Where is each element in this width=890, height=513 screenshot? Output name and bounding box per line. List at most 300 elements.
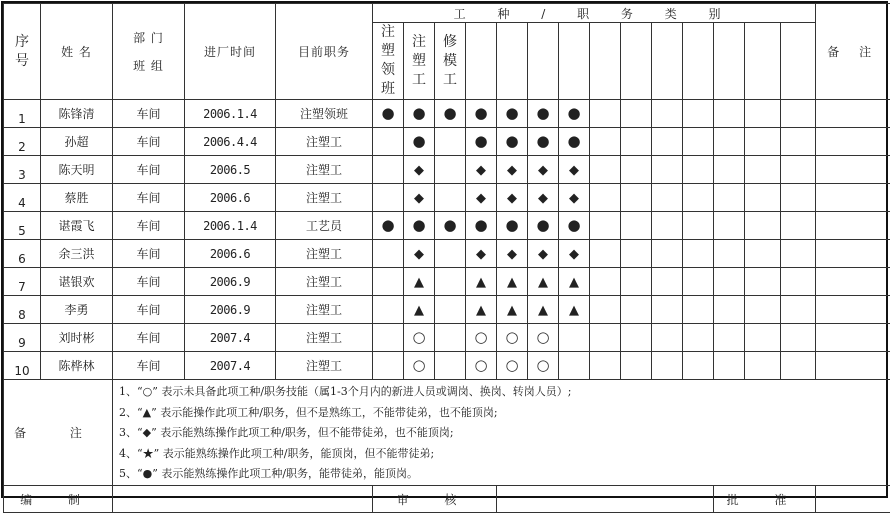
triangle-icon: ▲ — [414, 303, 424, 318]
compiled-value-field[interactable] — [113, 486, 373, 513]
skill-cell — [373, 296, 404, 324]
row-seq: 6 — [4, 240, 41, 268]
skill-cell — [373, 156, 404, 184]
header-position: 目前职务 — [276, 4, 373, 100]
row-join-date: 2006.1.4 — [185, 100, 276, 128]
diamond-icon: ◆ — [507, 191, 517, 206]
header-jobtype-9 — [652, 23, 683, 100]
header-jobtype-0 — [373, 23, 404, 100]
row-remark — [816, 156, 890, 184]
row-seq: 4 — [4, 184, 41, 212]
row-dept: 车间 — [113, 352, 185, 380]
diamond-icon: ◆ — [414, 247, 424, 262]
hollow-circle-icon: ○ — [474, 356, 487, 374]
skill-cell — [497, 156, 528, 184]
header-jobtype-13 — [781, 23, 816, 100]
skill-cell — [621, 100, 652, 128]
table-row — [4, 184, 890, 212]
row-dept: 车间 — [113, 268, 185, 296]
skill-cell — [652, 156, 683, 184]
skill-cell — [559, 268, 590, 296]
hollow-circle-icon: ○ — [505, 356, 518, 374]
skill-cell — [373, 352, 404, 380]
header-name: 姓 名 — [41, 4, 113, 100]
legend-line: 2、“▲” 表示能操作此项工种/职务，但不是熟练工，不能带徒弟，也不能顶岗; — [119, 403, 890, 424]
row-seq: 3 — [4, 156, 41, 184]
header-jobtype-4 — [497, 23, 528, 100]
skill-cell — [621, 184, 652, 212]
row-seq: 8 — [4, 296, 41, 324]
skill-cell — [745, 296, 781, 324]
diamond-icon: ◆ — [476, 247, 486, 262]
header-category-title: 工 种 / 职 务 类 别 — [373, 4, 816, 23]
triangle-icon: ▲ — [569, 275, 579, 290]
filled-circle-icon: ● — [567, 104, 580, 122]
skill-cell — [745, 100, 781, 128]
header-remarks: 备 注 — [816, 4, 890, 100]
filled-circle-icon: ● — [412, 216, 425, 234]
header-dept: 部 门 班 组 — [113, 4, 185, 100]
table-row — [4, 156, 890, 184]
skill-cell — [652, 184, 683, 212]
row-dept: 车间 — [113, 184, 185, 212]
table-row — [4, 240, 890, 268]
header-join-date: 进厂时间 — [185, 4, 276, 100]
table-row — [4, 296, 890, 324]
filled-circle-icon: ● — [474, 216, 487, 234]
skill-cell — [683, 268, 714, 296]
skill-cell — [781, 352, 816, 380]
skill-cell — [497, 296, 528, 324]
skill-cell — [373, 240, 404, 268]
row-remark — [816, 184, 890, 212]
skill-cell — [528, 296, 559, 324]
triangle-icon: ▲ — [538, 303, 548, 318]
header-jobtype-5 — [528, 23, 559, 100]
skill-cell — [590, 156, 621, 184]
hollow-circle-icon: ○ — [536, 356, 549, 374]
skill-cell — [714, 352, 745, 380]
row-join-date: 2006.1.4 — [185, 212, 276, 240]
skill-cell — [714, 296, 745, 324]
hollow-circle-icon: ○ — [474, 328, 487, 346]
row-remark — [816, 268, 890, 296]
skill-cell — [466, 156, 497, 184]
row-dept: 车间 — [113, 156, 185, 184]
skill-cell — [683, 240, 714, 268]
legend-line: 4、“★” 表示能熟练操作此项工种/职务，能顶岗，但不能带徒弟; — [119, 444, 890, 465]
skill-cell — [652, 212, 683, 240]
skill-cell — [559, 100, 590, 128]
row-position: 注塑工 — [276, 128, 373, 156]
row-remark — [816, 296, 890, 324]
skill-cell — [714, 128, 745, 156]
row-name: 谌霞飞 — [41, 212, 113, 240]
skill-cell — [781, 100, 816, 128]
skill-cell — [683, 128, 714, 156]
skill-cell — [559, 240, 590, 268]
filled-circle-icon: ● — [536, 132, 549, 150]
skill-cell — [528, 268, 559, 296]
skill-cell — [528, 156, 559, 184]
skill-cell — [590, 184, 621, 212]
legend-line: 5、“●” 表示能熟练操作此项工种/职务，能带徒弟，能顶岗。 — [119, 464, 890, 485]
row-dept: 车间 — [113, 100, 185, 128]
header-seq: 序号 — [4, 4, 41, 100]
skill-cell — [466, 212, 497, 240]
skill-cell — [497, 324, 528, 352]
skill-cell — [435, 100, 466, 128]
skill-cell — [683, 324, 714, 352]
skill-cell — [781, 156, 816, 184]
skill-cell — [652, 268, 683, 296]
skill-cell — [781, 184, 816, 212]
skill-cell — [466, 184, 497, 212]
diamond-icon: ◆ — [569, 247, 579, 262]
hollow-circle-icon: ○ — [505, 328, 518, 346]
reviewed-value-field[interactable] — [497, 486, 714, 513]
skill-cell — [559, 324, 590, 352]
skill-cell — [652, 296, 683, 324]
skill-cell — [435, 324, 466, 352]
diamond-icon: ◆ — [569, 191, 579, 206]
row-name: 陈桦林 — [41, 352, 113, 380]
skill-cell — [745, 128, 781, 156]
skill-cell — [652, 100, 683, 128]
skill-cell — [404, 128, 435, 156]
diamond-icon: ◆ — [507, 163, 517, 178]
skill-cell — [683, 184, 714, 212]
row-name: 刘时彬 — [41, 324, 113, 352]
skill-cell — [528, 128, 559, 156]
diamond-icon: ◆ — [476, 191, 486, 206]
notes-legend — [113, 380, 890, 486]
diamond-icon: ◆ — [507, 247, 517, 262]
triangle-icon: ▲ — [507, 303, 517, 318]
filled-circle-icon: ● — [505, 104, 518, 122]
jobtype-label: 注塑领班 — [381, 23, 395, 99]
table-row — [4, 324, 890, 352]
skill-cell — [435, 352, 466, 380]
header-jobtype-2 — [435, 23, 466, 100]
skill-cell — [435, 240, 466, 268]
row-remark — [816, 352, 890, 380]
diamond-icon: ◆ — [414, 191, 424, 206]
skill-cell — [714, 212, 745, 240]
filled-circle-icon: ● — [412, 132, 425, 150]
row-seq: 1 — [4, 100, 41, 128]
skill-cell — [683, 156, 714, 184]
skill-cell — [590, 296, 621, 324]
skill-cell — [745, 240, 781, 268]
triangle-icon: ▲ — [538, 275, 548, 290]
header-jobtype-11 — [714, 23, 745, 100]
row-remark — [816, 100, 890, 128]
skill-cell — [404, 184, 435, 212]
filled-circle-icon: ● — [381, 216, 394, 234]
reviewed-label: 审 核 — [373, 486, 497, 513]
row-position: 注塑工 — [276, 352, 373, 380]
skill-cell — [497, 128, 528, 156]
table-row — [4, 268, 890, 296]
skill-cell — [559, 296, 590, 324]
skill-cell — [373, 100, 404, 128]
skill-cell — [781, 324, 816, 352]
legend-line: 1、“○” 表示未具备此项工种/职务技能（属1-3个月内的新进人员或调岗、换岗、转岗人员）; — [119, 382, 890, 403]
skill-cell — [621, 212, 652, 240]
row-position: 注塑工 — [276, 240, 373, 268]
row-join-date: 2007.4 — [185, 352, 276, 380]
filled-circle-icon: ● — [536, 104, 549, 122]
row-remark — [816, 324, 890, 352]
skill-cell — [683, 296, 714, 324]
skill-cell — [559, 156, 590, 184]
diamond-icon: ◆ — [569, 163, 579, 178]
skill-cell — [373, 212, 404, 240]
skill-cell — [590, 128, 621, 156]
skill-cell — [745, 212, 781, 240]
skill-cell — [745, 156, 781, 184]
row-join-date: 2006.9 — [185, 268, 276, 296]
row-position: 注塑领班 — [276, 100, 373, 128]
skill-cell — [435, 156, 466, 184]
approved-value-field[interactable] — [816, 486, 890, 513]
skill-cell — [781, 296, 816, 324]
skill-cell — [745, 268, 781, 296]
skill-cell — [497, 240, 528, 268]
skill-cell — [404, 324, 435, 352]
skill-cell — [621, 268, 652, 296]
row-name: 李勇 — [41, 296, 113, 324]
skill-cell — [590, 352, 621, 380]
row-seq: 9 — [4, 324, 41, 352]
table-row — [4, 212, 890, 240]
header-jobtype-7 — [590, 23, 621, 100]
skill-cell — [590, 268, 621, 296]
filled-circle-icon: ● — [505, 216, 518, 234]
skill-cell — [435, 212, 466, 240]
skill-cell — [559, 128, 590, 156]
skill-cell — [652, 240, 683, 268]
jobtype-label: 修模工 — [443, 33, 457, 90]
skill-cell — [497, 352, 528, 380]
skill-cell — [559, 352, 590, 380]
skill-cell — [559, 184, 590, 212]
skill-cell — [781, 212, 816, 240]
row-name: 孙超 — [41, 128, 113, 156]
header-jobtype-6 — [559, 23, 590, 100]
filled-circle-icon: ● — [443, 216, 456, 234]
hollow-circle-icon: ○ — [412, 328, 425, 346]
row-join-date: 2006.6 — [185, 184, 276, 212]
row-dept: 车间 — [113, 324, 185, 352]
diamond-icon: ◆ — [538, 247, 548, 262]
skill-cell — [621, 296, 652, 324]
skill-cell — [528, 324, 559, 352]
skill-cell — [404, 296, 435, 324]
table-row — [4, 100, 890, 128]
skill-cell — [714, 156, 745, 184]
row-remark — [816, 128, 890, 156]
skill-cell — [652, 352, 683, 380]
row-seq: 5 — [4, 212, 41, 240]
skill-cell — [528, 240, 559, 268]
row-name: 蔡胜 — [41, 184, 113, 212]
hollow-circle-icon: ○ — [536, 328, 549, 346]
triangle-icon: ▲ — [569, 303, 579, 318]
filled-circle-icon: ● — [443, 104, 456, 122]
skill-cell — [435, 184, 466, 212]
filled-circle-icon: ● — [567, 216, 580, 234]
header-jobtype-8 — [621, 23, 652, 100]
skill-cell — [683, 352, 714, 380]
header-jobtype-12 — [745, 23, 781, 100]
diamond-icon: ◆ — [476, 163, 486, 178]
skill-cell — [373, 268, 404, 296]
skill-matrix-table — [3, 3, 890, 513]
diamond-icon: ◆ — [538, 191, 548, 206]
row-join-date: 2007.4 — [185, 324, 276, 352]
skill-cell — [621, 156, 652, 184]
skill-cell — [714, 240, 745, 268]
hollow-circle-icon: ○ — [412, 356, 425, 374]
row-position: 注塑工 — [276, 324, 373, 352]
row-remark — [816, 240, 890, 268]
filled-circle-icon: ● — [412, 104, 425, 122]
row-seq: 2 — [4, 128, 41, 156]
row-join-date: 2006.5 — [185, 156, 276, 184]
skill-cell — [745, 184, 781, 212]
skill-cell — [528, 100, 559, 128]
skill-cell — [590, 240, 621, 268]
filled-circle-icon: ● — [381, 104, 394, 122]
row-remark — [816, 212, 890, 240]
triangle-icon: ▲ — [507, 275, 517, 290]
triangle-icon: ▲ — [476, 275, 486, 290]
skill-cell — [497, 212, 528, 240]
header-jobtype-3 — [466, 23, 497, 100]
skill-cell — [745, 352, 781, 380]
diamond-icon: ◆ — [414, 163, 424, 178]
row-dept: 车间 — [113, 212, 185, 240]
table-row — [4, 352, 890, 380]
skill-cell — [781, 128, 816, 156]
skill-cell — [528, 184, 559, 212]
skill-cell — [466, 240, 497, 268]
row-name: 余三洪 — [41, 240, 113, 268]
row-position: 注塑工 — [276, 268, 373, 296]
skill-cell — [652, 324, 683, 352]
skill-cell — [373, 324, 404, 352]
filled-circle-icon: ● — [474, 132, 487, 150]
header-jobtype-10 — [683, 23, 714, 100]
skill-cell — [435, 268, 466, 296]
skill-cell — [683, 212, 714, 240]
row-position: 工艺员 — [276, 212, 373, 240]
row-seq: 10 — [4, 352, 41, 380]
row-name: 陈锋清 — [41, 100, 113, 128]
skill-cell — [404, 212, 435, 240]
header-jobtype-1 — [404, 23, 435, 100]
skill-cell — [714, 100, 745, 128]
skill-cell — [528, 212, 559, 240]
skill-cell — [404, 240, 435, 268]
skill-cell — [373, 184, 404, 212]
filled-circle-icon: ● — [567, 132, 580, 150]
skill-matrix-sheet — [1, 1, 888, 498]
skill-cell — [466, 296, 497, 324]
row-join-date: 2006.4.4 — [185, 128, 276, 156]
skill-cell — [466, 352, 497, 380]
skill-cell — [435, 296, 466, 324]
skill-cell — [466, 100, 497, 128]
skill-cell — [466, 268, 497, 296]
skill-cell — [590, 212, 621, 240]
skill-cell — [497, 100, 528, 128]
skill-cell — [652, 128, 683, 156]
skill-cell — [714, 268, 745, 296]
skill-cell — [404, 268, 435, 296]
notes-label: 备 注 — [4, 380, 113, 486]
table-row — [4, 128, 890, 156]
skill-cell — [590, 324, 621, 352]
jobtype-label: 注塑工 — [412, 33, 426, 90]
row-position: 注塑工 — [276, 156, 373, 184]
legend-line: 3、“◆” 表示能熟练操作此项工种/职务，但不能带徒弟，也不能顶岗; — [119, 423, 890, 444]
skill-cell — [621, 324, 652, 352]
skill-cell — [559, 212, 590, 240]
compiled-label: 编 制 — [4, 486, 113, 513]
filled-circle-icon: ● — [536, 216, 549, 234]
skill-cell — [781, 268, 816, 296]
skill-cell — [621, 352, 652, 380]
row-position: 注塑工 — [276, 184, 373, 212]
row-position: 注塑工 — [276, 296, 373, 324]
skill-cell — [745, 324, 781, 352]
filled-circle-icon: ● — [505, 132, 518, 150]
skill-cell — [621, 240, 652, 268]
skill-cell — [497, 184, 528, 212]
skill-cell — [435, 128, 466, 156]
row-seq: 7 — [4, 268, 41, 296]
skill-cell — [373, 128, 404, 156]
row-dept: 车间 — [113, 296, 185, 324]
row-name: 谌银欢 — [41, 268, 113, 296]
triangle-icon: ▲ — [476, 303, 486, 318]
filled-circle-icon: ● — [474, 104, 487, 122]
skill-cell — [621, 128, 652, 156]
approved-label: 批 准 — [714, 486, 816, 513]
skill-cell — [590, 100, 621, 128]
skill-cell — [714, 324, 745, 352]
row-join-date: 2006.9 — [185, 296, 276, 324]
skill-cell — [683, 100, 714, 128]
skill-cell — [714, 184, 745, 212]
skill-cell — [781, 240, 816, 268]
skill-cell — [466, 128, 497, 156]
row-dept: 车间 — [113, 240, 185, 268]
skill-cell — [404, 352, 435, 380]
row-name: 陈天明 — [41, 156, 113, 184]
skill-cell — [497, 268, 528, 296]
skill-cell — [466, 324, 497, 352]
skill-cell — [528, 352, 559, 380]
row-dept: 车间 — [113, 128, 185, 156]
row-join-date: 2006.6 — [185, 240, 276, 268]
triangle-icon: ▲ — [414, 275, 424, 290]
skill-cell — [404, 100, 435, 128]
diamond-icon: ◆ — [538, 163, 548, 178]
